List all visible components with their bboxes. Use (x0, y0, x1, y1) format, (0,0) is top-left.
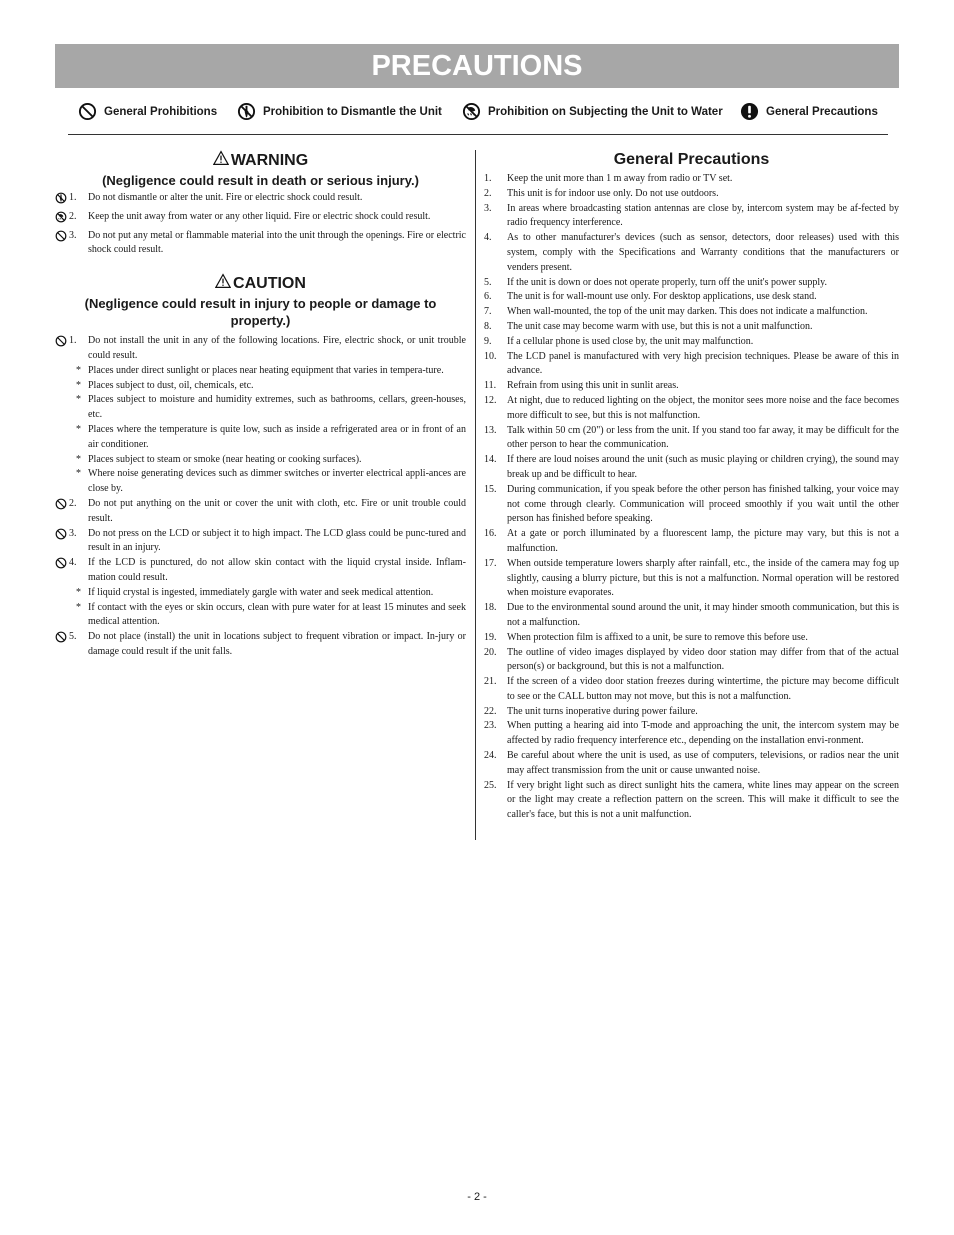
legend-item-no-dismantle (237, 102, 442, 121)
caution-subheading: (Negligence could result in injury to people or damage to property.) (84, 296, 437, 329)
item-number: 25. (484, 779, 497, 791)
list-item (55, 497, 466, 527)
item-text: If the LCD is punctured, do not allow skin contact with the liquid crystal inside. Inflam-mation could result. (88, 557, 466, 583)
legend-label: General Prohibitions (104, 105, 218, 118)
list-item (484, 601, 899, 631)
bullet-asterisk: * (76, 586, 81, 598)
item-text: At night, due to reduced lighting on the object, the monitor sees more noise and the face becomes more difficult to see, but this is not malfunction. (507, 394, 899, 421)
item-text: The outline of video images displayed by video door station may differ from that of the actual person(s) or background, but this is not a malfunction. (507, 646, 899, 673)
item-number: 23. (484, 720, 497, 732)
left-column (55, 150, 466, 660)
item-number: 20. (484, 646, 497, 658)
item-text: When putting a hearing aid into T-mode and approaching the unit, the intercom system may be affected by radio frequency interference etc., depending on the installation envi-ronment. (507, 720, 899, 747)
item-number: 13. (484, 424, 497, 436)
sub-list-item (55, 423, 466, 453)
list-item (55, 191, 466, 210)
indent-spacer (55, 423, 69, 424)
item-number: 12. (484, 394, 497, 406)
list-item (55, 630, 466, 660)
item-number: 22. (484, 705, 497, 717)
item-number: 14. (484, 454, 497, 466)
bullet-asterisk: * (76, 468, 81, 480)
list-item (484, 276, 899, 291)
column-divider (475, 150, 476, 840)
item-number: 4. (484, 232, 492, 244)
warning-list (55, 191, 466, 258)
item-number: 1. (69, 192, 77, 203)
item-number: 4. (69, 557, 77, 569)
bullet-asterisk: * (76, 364, 81, 376)
item-text: During communication, if you speak before the other person has finished talking, your voice may not come through clearly. Communication will proceed smoothly if you wait until the other person has finished before speaking. (507, 483, 899, 525)
item-text: Do not put anything on the unit or cover the unit with cloth, etc. Fire or unit trouble could result. (88, 497, 466, 524)
legend-label: Prohibition on Subjecting the Unit to Water (488, 105, 723, 118)
item-number: 2. (484, 187, 492, 199)
item-text: Due to the environmental sound around the unit, it may hinder smooth communication, but this is not a malfunction. (507, 602, 899, 628)
item-text: Talk within 50 cm (20") or less from the unit. If you stand too far away, it may be difficult for the other person to hear the communication. (507, 424, 899, 451)
list-item (484, 749, 899, 779)
bullet-asterisk: * (76, 423, 81, 435)
item-number: 19. (484, 631, 497, 643)
list-item (484, 646, 899, 676)
indent-spacer (55, 586, 69, 587)
item-text: The unit is for wall-mount use only. For desktop applications, use desk stand. (507, 291, 817, 303)
sub-item-text: If liquid crystal is ingested, immediately gargle with water and seek medical attention. (88, 586, 434, 598)
item-number: 3. (484, 202, 492, 214)
list-item (484, 719, 899, 749)
item-number: 15. (484, 483, 497, 495)
general-prohibition-icon (55, 229, 69, 248)
sub-item-text: Places subject to dust, oil, chemicals, etc. (88, 379, 254, 391)
no-dismantle-icon (55, 191, 69, 210)
item-number: 21. (484, 676, 497, 688)
item-text: At a gate or porch illuminated by a fluorescent lamp, the picture may vary, but this is not a malfunction. (507, 528, 899, 554)
list-item (484, 350, 899, 380)
item-number: 11. (484, 380, 497, 392)
bullet-asterisk: * (76, 394, 81, 406)
caution-list (55, 334, 466, 660)
list-item (484, 705, 899, 720)
item-number: 2. (69, 210, 77, 222)
indent-spacer (55, 393, 69, 394)
legend-item-general-prohibitions (78, 102, 217, 121)
sub-list-item (55, 364, 466, 379)
caution-heading (55, 273, 466, 295)
indent-spacer (55, 379, 69, 380)
item-text: When wall-mounted, the top of the unit may darken. This does not indicate a malfunction. (507, 306, 868, 318)
item-number: 3. (69, 229, 77, 241)
list-item (484, 379, 899, 394)
list-item (484, 290, 899, 305)
warning-subheading: (Negligence could result in death or serious injury.) (102, 173, 419, 188)
bullet-asterisk: * (76, 453, 81, 465)
list-item (484, 483, 899, 527)
item-number: 6. (484, 291, 492, 303)
item-text: If very bright light such as direct sunlight hits the camera, white lines may appear on the screen or the light may create a reflection pattern on the screen. This will make it difficult to see the caller's face, but this is not a unit malfunction. (507, 779, 899, 821)
list-item (55, 527, 466, 557)
item-text: If the screen of a video door station freezes during wintertime, the picture may become difficult to see or the CALL button may not move, but this is not a malfunction. (507, 676, 899, 702)
sub-item-text: Places under direct sunlight or places near heating equipment that varies in tempera-ture. (88, 364, 444, 376)
list-item (484, 453, 899, 483)
sub-item-text: Where noise generating devices such as dimmer switches or inverter electrical appli-ances are close by. (88, 468, 466, 495)
list-item (484, 527, 899, 557)
list-item (55, 334, 466, 364)
sub-item-text: Places where the temperature is quite low, such as inside a refrigerated area or in front of an air conditioner. (88, 423, 466, 450)
legend-label: General Precautions (766, 105, 878, 118)
item-number: 10. (484, 350, 497, 362)
general-precautions-heading: General Precautions (613, 151, 770, 168)
list-item (55, 229, 466, 259)
general-precautions-list (484, 172, 899, 823)
item-number: 8. (484, 320, 492, 332)
item-number: 1. (484, 173, 492, 184)
general-prohibition-icon (78, 102, 97, 121)
warning-triangle-icon (215, 273, 231, 295)
warning-triangle-icon (213, 150, 229, 172)
item-number: 5. (484, 276, 492, 288)
list-item (484, 320, 899, 335)
item-text: As to other manufacturer's devices (such as sensor, detectors, door releases) used with this system, comply with the Specifications and Warranty conditions that the manufacturers or venders present. (507, 232, 899, 273)
item-number: 9. (484, 335, 492, 347)
item-text: In areas where broadcasting station antennas are close by, intercom system may be af-fected by radio frequency interference. (507, 202, 899, 229)
list-item (55, 210, 466, 229)
indent-spacer (55, 364, 69, 365)
list-item (484, 335, 899, 350)
page-title: PRECAUTIONS (55, 44, 899, 88)
item-number: 18. (484, 602, 497, 614)
legend-label: Prohibition to Dismantle the Unit (263, 105, 442, 118)
exclamation-icon (740, 102, 759, 121)
item-text: Do not put any metal or flammable material into the unit through the openings. Fire or electric shock could result. (88, 229, 466, 256)
warning-heading-text: WARNING (230, 152, 309, 169)
general-prohibition-icon (55, 527, 69, 546)
indent-spacer (55, 601, 69, 602)
list-item (484, 231, 899, 275)
sub-list-item (55, 586, 466, 601)
item-text: If there are loud noises around the unit (such as music playing or children crying), the sound may break up and be difficult to hear. (507, 454, 899, 480)
item-number: 5. (69, 631, 77, 643)
item-text: The unit turns inoperative during power failure. (507, 705, 698, 717)
indent-spacer (55, 453, 69, 454)
general-prohibition-icon (55, 630, 69, 649)
list-item (484, 424, 899, 454)
no-dismantle-icon (237, 102, 256, 121)
icon-legend (68, 100, 888, 135)
no-water-icon (462, 102, 481, 121)
item-text: If a cellular phone is used close by, the unit may malfunction. (507, 335, 754, 347)
list-item (484, 187, 899, 202)
legend-item-general-precautions (740, 102, 878, 121)
right-column (484, 150, 899, 823)
sub-list-item (55, 393, 466, 423)
sub-item-text: Places subject to moisture and humidity extremes, such as bathrooms, cellars, green-houses, etc. (88, 394, 466, 421)
sub-list-item (55, 379, 466, 394)
item-number: 2. (69, 497, 77, 509)
list-item (484, 779, 899, 823)
item-text: Do not press on the LCD or subject it to high impact. The LCD glass could be punc-tured and result in an injury. (88, 527, 466, 554)
item-number: 16. (484, 528, 497, 540)
item-number: 7. (484, 306, 492, 318)
page-number: - 2 - (467, 1191, 487, 1203)
item-text: This unit is for indoor use only. Do not use outdoors. (507, 187, 719, 199)
general-prohibition-icon (55, 556, 69, 575)
general-prohibition-icon (55, 334, 69, 353)
list-item (484, 394, 899, 424)
no-water-icon (55, 210, 69, 229)
item-text: Keep the unit more than 1 m away from radio or TV set. (507, 173, 733, 184)
list-item (484, 305, 899, 320)
sub-list-item (55, 453, 466, 468)
sub-list-item (55, 467, 466, 497)
item-text: Be careful about where the unit is used, as use of computers, televisions, or radios near the unit may affect transmission from the unit or cause unwanted noise. (507, 750, 899, 776)
item-text: Do not install the unit in any of the following locations. Fire, electric shock, or unit trouble could result. (88, 335, 466, 361)
general-prohibition-icon (55, 497, 69, 516)
item-text: If the unit is down or does not operate properly, turn off the unit's power supply. (507, 276, 827, 288)
item-text: The LCD panel is manufactured with very high precision techniques. Please be aware of this in advance. (507, 350, 899, 377)
list-item (484, 631, 899, 646)
bullet-asterisk: * (76, 601, 81, 613)
item-text: Keep the unit away from water or any other liquid. Fire or electric shock could result. (88, 210, 431, 222)
item-text: Refrain from using this unit in sunlit areas. (507, 380, 679, 392)
item-number: 17. (484, 557, 497, 569)
item-text: Do not dismantle or alter the unit. Fire or electric shock could result. (88, 192, 363, 203)
indent-spacer (55, 467, 69, 468)
item-number: 1. (69, 335, 77, 347)
item-text: The unit case may become warm with use, but this is not a unit malfunction. (507, 320, 813, 332)
sub-list-item (55, 601, 466, 631)
list-item (55, 556, 466, 586)
item-number: 3. (69, 527, 77, 539)
warning-heading (55, 150, 466, 172)
caution-heading-text: CAUTION (233, 275, 306, 293)
list-item (484, 202, 899, 232)
bullet-asterisk: * (76, 379, 81, 391)
list-item (484, 557, 899, 601)
item-text: Do not place (install) the unit in locations subject to frequent vibration or impact. In-jury or damage could result if the unit falls. (88, 631, 466, 657)
item-text: When outside temperature lowers sharply after rainfall, etc., the inside of the camera may fog up slightly, causing a blurry picture, but this is not a malfunction. Normal operation will be restored when moisture evaporates. (507, 557, 899, 599)
sub-item-text: Places subject to steam or smoke (near heating or cooking surfaces). (88, 453, 362, 465)
item-number: 24. (484, 750, 497, 762)
list-item (484, 172, 899, 187)
legend-item-no-water (462, 102, 723, 121)
sub-item-text: If contact with the eyes or skin occurs, clean with pure water for at least 15 minutes and seek medical attention. (88, 601, 466, 628)
list-item (484, 675, 899, 705)
item-text: When protection film is affixed to a unit, be sure to remove this before use. (507, 631, 808, 643)
